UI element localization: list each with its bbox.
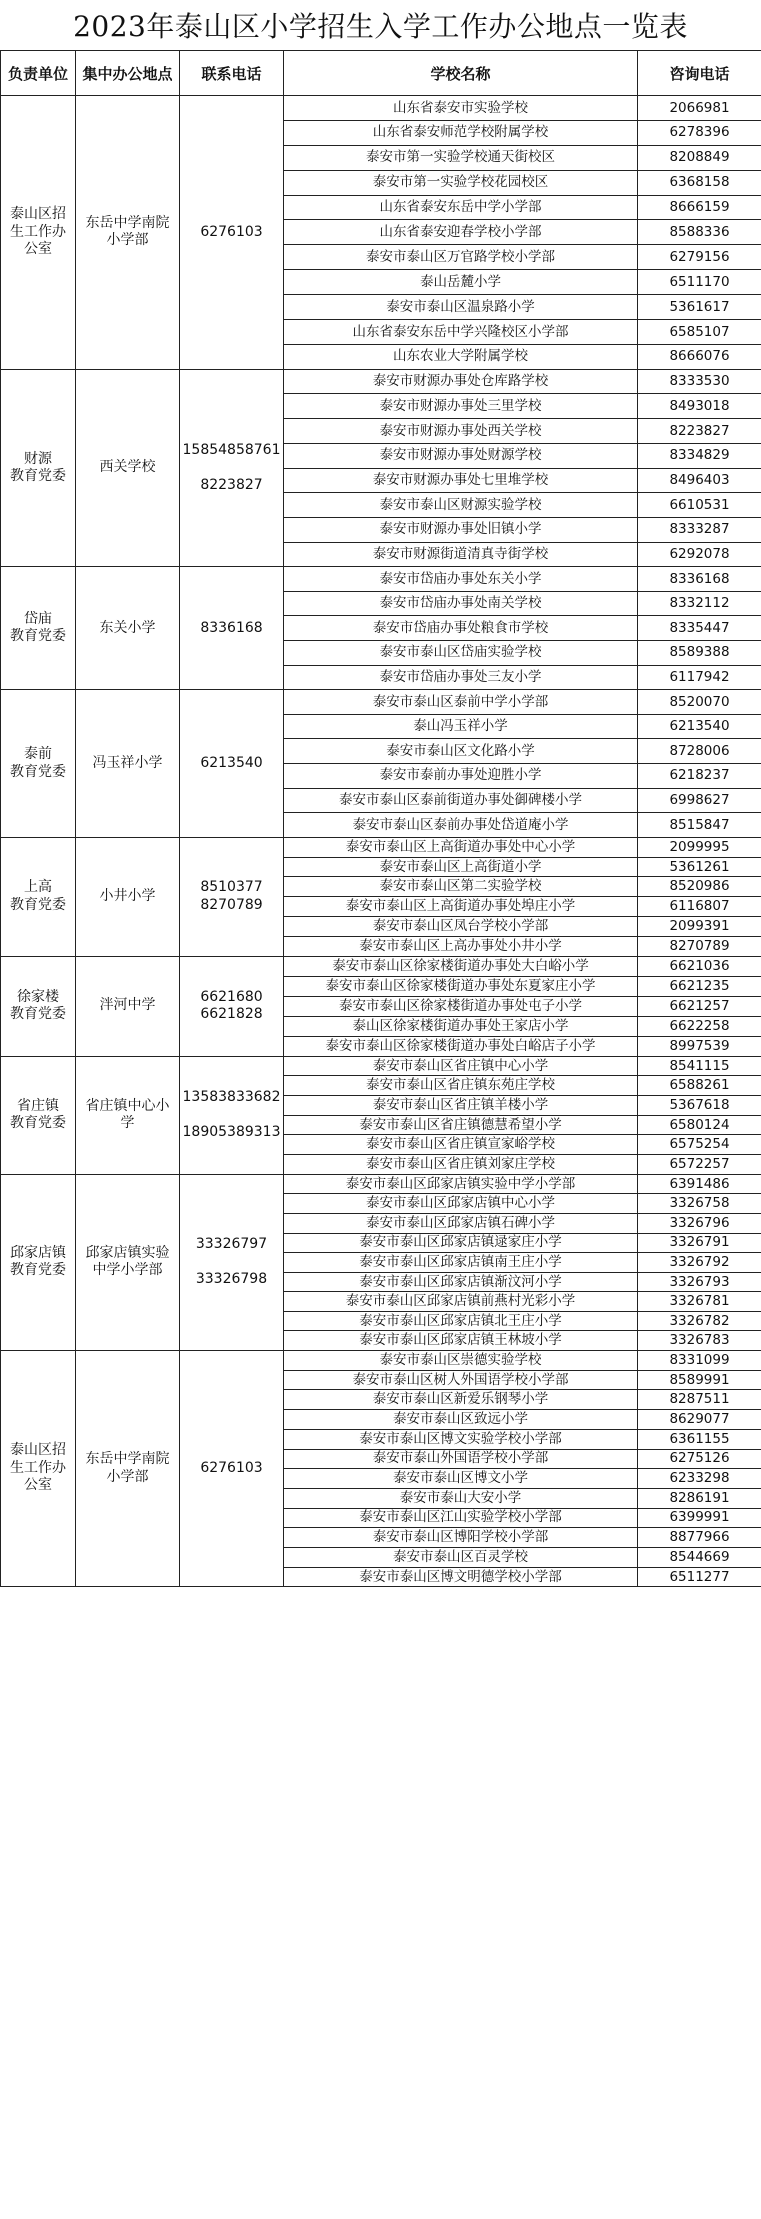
school-name-cell: 山东省泰安师范学校附属学校 (284, 120, 638, 145)
consult-phone-cell: 6399991 (638, 1508, 761, 1528)
school-name-cell: 泰安市泰山区百灵学校 (284, 1547, 638, 1567)
school-name-cell: 泰安市泰山区江山实验学校小学部 (284, 1508, 638, 1528)
school-name-cell: 泰安市泰山区省庄镇宣家峪学校 (284, 1135, 638, 1155)
school-name-cell: 泰安市泰山区上高街道办事处埠庄小学 (284, 897, 638, 917)
consult-phone-cell: 8666159 (638, 195, 761, 220)
school-name-cell: 山东省泰安东岳中学兴隆校区小学部 (284, 320, 638, 345)
table-row (1, 96, 761, 121)
consult-phone-cell: 3326781 (638, 1292, 761, 1312)
office-site-cell: 东关小学 (76, 567, 180, 690)
school-name-cell: 泰安市泰山区邱家店镇南王庄小学 (284, 1253, 638, 1273)
school-name-cell: 泰安市第一实验学校花园校区 (284, 170, 638, 195)
school-name-cell: 泰安市泰山区泰前街道办事处御碑楼小学 (284, 788, 638, 813)
header-consult-phone: 咨询电话 (638, 51, 761, 96)
consult-phone-cell: 8496403 (638, 468, 761, 493)
consult-phone-cell: 8331099 (638, 1351, 761, 1371)
consult-phone-cell: 3326791 (638, 1233, 761, 1253)
consult-phone-cell: 6511170 (638, 270, 761, 295)
consult-phone-cell: 8541115 (638, 1056, 761, 1076)
school-name-cell: 泰安市泰山区省庄镇德慧希望小学 (284, 1115, 638, 1135)
school-name-cell: 泰安市泰山区徐家楼街道办事处屯子小学 (284, 996, 638, 1016)
contact-phone-cell: 13583833682 18905389313 (180, 1056, 284, 1174)
consult-phone-cell: 8589991 (638, 1370, 761, 1390)
school-name-cell: 泰安市泰山大安小学 (284, 1488, 638, 1508)
consult-phone-cell: 6279156 (638, 245, 761, 270)
consult-phone-cell: 8997539 (638, 1036, 761, 1056)
consult-phone-cell: 8270789 (638, 936, 761, 956)
school-name-cell: 泰安市泰山区新爱乐钢琴小学 (284, 1390, 638, 1410)
consult-phone-cell: 8544669 (638, 1547, 761, 1567)
consult-phone-cell: 6116807 (638, 897, 761, 917)
header-school-name: 学校名称 (284, 51, 638, 96)
consult-phone-cell: 8520070 (638, 690, 761, 715)
unit-cell: 徐家楼 教育党委 (1, 956, 76, 1056)
school-name-cell: 泰安市财源办事处七里堆学校 (284, 468, 638, 493)
unit-cell: 财源 教育党委 (1, 369, 76, 567)
school-name-cell: 泰安市泰山区泰前办事处岱道庵小学 (284, 813, 638, 838)
table-body (1, 96, 761, 1587)
school-name-cell: 泰安市泰山区邱家店镇中心小学 (284, 1194, 638, 1214)
contact-phone-cell: 6276103 (180, 1351, 284, 1587)
consult-phone-cell: 6292078 (638, 542, 761, 567)
school-name-cell: 泰安市财源办事处旧镇小学 (284, 517, 638, 542)
consult-phone-cell: 6998627 (638, 788, 761, 813)
consult-phone-cell: 8728006 (638, 739, 761, 764)
school-name-cell: 泰安市泰山区财源实验学校 (284, 493, 638, 518)
school-name-cell: 泰安市泰山区省庄镇刘家庄学校 (284, 1155, 638, 1175)
consult-phone-cell: 6621235 (638, 976, 761, 996)
school-name-cell: 泰安市财源办事处西关学校 (284, 419, 638, 444)
school-name-cell: 泰安市泰山区省庄镇东苑庄学校 (284, 1076, 638, 1096)
school-name-cell: 泰安市泰山区凤台学校小学部 (284, 917, 638, 937)
consult-phone-cell: 6278396 (638, 120, 761, 145)
contact-phone-cell: 33326797 33326798 (180, 1174, 284, 1350)
school-name-cell: 泰安市泰山区博阳学校小学部 (284, 1528, 638, 1548)
consult-phone-cell: 3326782 (638, 1311, 761, 1331)
school-name-cell: 泰安市泰山区岱庙实验学校 (284, 641, 638, 666)
consult-phone-cell: 3326796 (638, 1213, 761, 1233)
contact-phone-cell: 6621680 6621828 (180, 956, 284, 1056)
consult-phone-cell: 3326758 (638, 1194, 761, 1214)
consult-phone-cell: 8333530 (638, 369, 761, 394)
office-site-cell: 冯玉祥小学 (76, 690, 180, 838)
office-site-cell: 泮河中学 (76, 956, 180, 1056)
consult-phone-cell: 8493018 (638, 394, 761, 419)
unit-cell: 泰山区招 生工作办 公室 (1, 1351, 76, 1587)
header-unit: 负责单位 (1, 51, 76, 96)
school-name-cell: 山东农业大学附属学校 (284, 344, 638, 369)
office-site-cell: 省庄镇中心小 学 (76, 1056, 180, 1174)
consult-phone-cell: 6621036 (638, 956, 761, 976)
table-row (1, 1056, 761, 1076)
consult-phone-cell: 6610531 (638, 493, 761, 518)
consult-phone-cell: 6585107 (638, 320, 761, 345)
school-name-cell: 泰安市泰山区上高办事处小井小学 (284, 936, 638, 956)
table-row (1, 369, 761, 394)
consult-phone-cell: 8335447 (638, 616, 761, 641)
school-name-cell: 泰安市泰山区徐家楼街道办事处大白峪小学 (284, 956, 638, 976)
school-name-cell: 山东省泰安迎春学校小学部 (284, 220, 638, 245)
contact-phone-cell: 15854858761 8223827 (180, 369, 284, 567)
table-row (1, 837, 761, 857)
header-contact-phone: 联系电话 (180, 51, 284, 96)
school-name-cell: 山东省泰安市实验学校 (284, 96, 638, 121)
consult-phone-cell: 6117942 (638, 665, 761, 690)
school-name-cell: 泰安市泰前办事处迎胜小学 (284, 764, 638, 789)
school-name-cell: 泰安市泰山区泰前中学小学部 (284, 690, 638, 715)
school-name-cell: 泰安市泰山区上高街道小学 (284, 857, 638, 877)
consult-phone-cell: 8520986 (638, 877, 761, 897)
consult-phone-cell: 8336168 (638, 567, 761, 592)
consult-phone-cell: 5367618 (638, 1095, 761, 1115)
consult-phone-cell: 3326793 (638, 1272, 761, 1292)
school-name-cell: 泰安市泰山区邱家店镇渐汶河小学 (284, 1272, 638, 1292)
school-name-cell: 泰安市财源办事处三里学校 (284, 394, 638, 419)
school-name-cell: 泰安市泰山区崇德实验学校 (284, 1351, 638, 1371)
consult-phone-cell: 8877966 (638, 1528, 761, 1548)
consult-phone-cell: 8332112 (638, 591, 761, 616)
school-name-cell: 泰安市泰山区温泉路小学 (284, 295, 638, 320)
school-name-cell: 泰安市财源街道清真寺街学校 (284, 542, 638, 567)
consult-phone-cell: 6572257 (638, 1155, 761, 1175)
unit-cell: 上高 教育党委 (1, 837, 76, 956)
consult-phone-cell: 2099995 (638, 837, 761, 857)
consult-phone-cell: 5361617 (638, 295, 761, 320)
header-office-site: 集中办公地点 (76, 51, 180, 96)
consult-phone-cell: 6588261 (638, 1076, 761, 1096)
unit-cell: 泰前 教育党委 (1, 690, 76, 838)
table-row (1, 690, 761, 715)
school-name-cell: 山东省泰安东岳中学小学部 (284, 195, 638, 220)
school-name-cell: 泰安市岱庙办事处三友小学 (284, 665, 638, 690)
consult-phone-cell: 6213540 (638, 714, 761, 739)
school-name-cell: 泰安市泰山区邱家店镇前燕村光彩小学 (284, 1292, 638, 1312)
consult-phone-cell: 6580124 (638, 1115, 761, 1135)
school-name-cell: 泰安市泰山区上高街道办事处中心小学 (284, 837, 638, 857)
school-name-cell: 泰安市财源办事处仓库路学校 (284, 369, 638, 394)
school-name-cell: 泰安市泰山区文化路小学 (284, 739, 638, 764)
table-row (1, 1174, 761, 1194)
consult-phone-cell: 6511277 (638, 1567, 761, 1587)
consult-phone-cell: 8287511 (638, 1390, 761, 1410)
consult-phone-cell: 8629077 (638, 1410, 761, 1430)
consult-phone-cell: 6275126 (638, 1449, 761, 1469)
consult-phone-cell: 6621257 (638, 996, 761, 1016)
consult-phone-cell: 8333287 (638, 517, 761, 542)
header-row (1, 51, 761, 96)
consult-phone-cell: 8286191 (638, 1488, 761, 1508)
consult-phone-cell: 6218237 (638, 764, 761, 789)
school-name-cell: 泰安市泰山区省庄镇中心小学 (284, 1056, 638, 1076)
unit-cell: 省庄镇 教育党委 (1, 1056, 76, 1174)
school-name-cell: 泰安市泰山区省庄镇羊楼小学 (284, 1095, 638, 1115)
school-name-cell: 泰安市泰山区树人外国语学校小学部 (284, 1370, 638, 1390)
school-name-cell: 泰安市泰山区邱家店镇王林坡小学 (284, 1331, 638, 1351)
consult-phone-cell: 6391486 (638, 1174, 761, 1194)
consult-phone-cell: 8588336 (638, 220, 761, 245)
consult-phone-cell: 3326792 (638, 1253, 761, 1273)
contact-phone-cell: 8336168 (180, 567, 284, 690)
school-name-cell: 泰安市泰山区徐家楼街道办事处东夏家庄小学 (284, 976, 638, 996)
unit-cell: 岱庙 教育党委 (1, 567, 76, 690)
office-site-cell: 东岳中学南院 小学部 (76, 96, 180, 370)
office-site-cell: 东岳中学南院 小学部 (76, 1351, 180, 1587)
school-name-cell: 泰安市泰山区博文小学 (284, 1469, 638, 1489)
contact-phone-cell: 6276103 (180, 96, 284, 370)
table-row (1, 1351, 761, 1371)
school-name-cell: 泰安市泰山区邱家店镇石碑小学 (284, 1213, 638, 1233)
school-name-cell: 泰安市泰山区邱家店镇北王庄小学 (284, 1311, 638, 1331)
consult-phone-cell: 6361155 (638, 1429, 761, 1449)
consult-phone-cell: 3326783 (638, 1331, 761, 1351)
school-name-cell: 泰山岳麓小学 (284, 270, 638, 295)
office-site-cell: 小井小学 (76, 837, 180, 956)
consult-phone-cell: 8515847 (638, 813, 761, 838)
school-name-cell: 泰安市岱庙办事处粮食市学校 (284, 616, 638, 641)
consult-phone-cell: 6575254 (638, 1135, 761, 1155)
consult-phone-cell: 6233298 (638, 1469, 761, 1489)
school-name-cell: 泰安市财源办事处财源学校 (284, 443, 638, 468)
school-name-cell: 泰山区徐家楼街道办事处王家店小学 (284, 1016, 638, 1036)
table-row (1, 956, 761, 976)
consult-phone-cell: 8208849 (638, 145, 761, 170)
unit-cell: 泰山区招 生工作办 公室 (1, 96, 76, 370)
school-name-cell: 泰山冯玉祥小学 (284, 714, 638, 739)
office-site-cell: 西关学校 (76, 369, 180, 567)
consult-phone-cell: 8589388 (638, 641, 761, 666)
page-title: 2023年泰山区小学招生入学工作办公地点一览表 (73, 10, 688, 43)
school-name-cell: 泰安市泰山区博文明德学校小学部 (284, 1567, 638, 1587)
school-name-cell: 泰安市第一实验学校通天街校区 (284, 145, 638, 170)
consult-phone-cell: 6368158 (638, 170, 761, 195)
consult-phone-cell: 6622258 (638, 1016, 761, 1036)
school-name-cell: 泰安市泰山区邱家店镇实验中学小学部 (284, 1174, 638, 1194)
unit-cell: 邱家店镇 教育党委 (1, 1174, 76, 1350)
contact-phone-cell: 8510377 8270789 (180, 837, 284, 956)
table-row (1, 567, 761, 592)
school-name-cell: 泰安市泰山区第二实验学校 (284, 877, 638, 897)
school-name-cell: 泰安市泰山区博文实验学校小学部 (284, 1429, 638, 1449)
school-name-cell: 泰安市泰山区万官路学校小学部 (284, 245, 638, 270)
school-name-cell: 泰安市泰山区致远小学 (284, 1410, 638, 1430)
consult-phone-cell: 8223827 (638, 419, 761, 444)
contact-phone-cell: 6213540 (180, 690, 284, 838)
office-site-cell: 邱家店镇实验 中学小学部 (76, 1174, 180, 1350)
school-name-cell: 泰安市泰山区邱家店镇逯家庄小学 (284, 1233, 638, 1253)
school-name-cell: 泰安市泰山区徐家楼街道办事处白峪店子小学 (284, 1036, 638, 1056)
consult-phone-cell: 2099391 (638, 917, 761, 937)
consult-phone-cell: 8334829 (638, 443, 761, 468)
school-name-cell: 泰安市岱庙办事处南关学校 (284, 591, 638, 616)
consult-phone-cell: 2066981 (638, 96, 761, 121)
consult-phone-cell: 5361261 (638, 857, 761, 877)
school-name-cell: 泰安市岱庙办事处东关小学 (284, 567, 638, 592)
school-name-cell: 泰安市泰山外国语学校小学部 (284, 1449, 638, 1469)
office-table (0, 50, 761, 1587)
consult-phone-cell: 8666076 (638, 344, 761, 369)
